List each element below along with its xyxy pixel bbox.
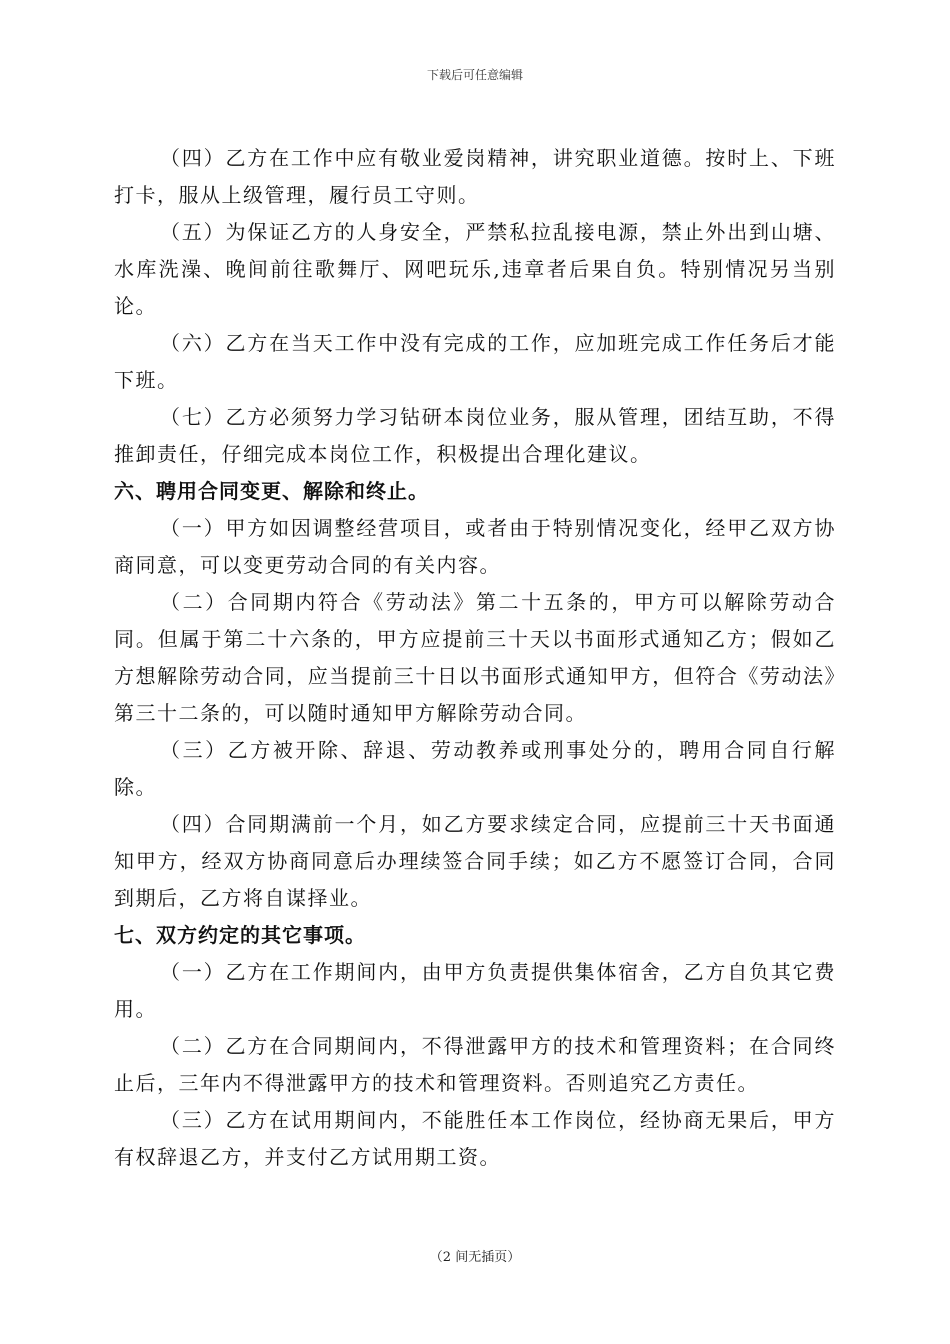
- clause-7-1: （一）乙方在工作期间内，由甲方负责提供集体宿舍，乙方自负其它费用。: [114, 960, 836, 1021]
- clause-6-3: （三）乙方被开除、辞退、劳动教养或刑事处分的，聘用合同自行解除。: [114, 738, 836, 799]
- clause-6-2: （二）合同期内符合《劳动法》第二十五条的，甲方可以解除劳动合同。但属于第二十六条的，甲方应提前三十天以书面形式通知乙方；假如乙方想解除劳动合同，应当提前三十日以书面形式通知甲方，但符合《劳动法》第三十二条的，可以随时通知甲方解除劳动合同。: [114, 590, 836, 725]
- clause-7-3: （三）乙方在试用期间内，不能胜任本工作岗位，经协商无果后，甲方有权辞退乙方，并支付乙方试用期工资。: [114, 1108, 836, 1169]
- clause-6-4: （四）合同期满前一个月，如乙方要求续定合同，应提前三十天书面通知甲方，经双方协商同意后办理续签合同手续；如乙方不愿签订合同，合同到期后，乙方将自谋择业。: [114, 812, 836, 910]
- paragraph-7: （七）乙方必须努力学习钻研本岗位业务，服从管理，团结互助，不得推卸责任，仔细完成本岗位工作，积极提出合理化建议。: [114, 405, 836, 466]
- page-header: 下载后可任意编辑: [426, 68, 523, 82]
- page-footer: （2 间无插页）: [429, 1250, 521, 1265]
- paragraph-5: （五）为保证乙方的人身安全，严禁私拉乱接电源，禁止外出到山塘、水库洗澡、晚间前往歌舞厅、网吧玩乐,违章者后果自负。特别情况另当别论。: [114, 220, 836, 318]
- clause-7-2: （二）乙方在合同期间内，不得泄露甲方的技术和管理资料；在合同终止后，三年内不得泄露甲方的技术和管理资料。否则追究乙方责任。: [114, 1034, 836, 1095]
- clause-6-1: （一）甲方如因调整经营项目，或者由于特别情况变化，经甲乙双方协商同意，可以变更劳动合同的有关内容。: [114, 516, 836, 577]
- paragraph-4: （四）乙方在工作中应有敬业爱岗精神，讲究职业道德。按时上、下班打卡，服从上级管理，履行员工守则。: [114, 146, 836, 207]
- section-7-title: 七、双方约定的其它事项。: [114, 923, 366, 947]
- section-6-title: 六、聘用合同变更、解除和终止。: [114, 479, 429, 503]
- paragraph-6: （六）乙方在当天工作中没有完成的工作，应加班完成工作任务后才能下班。: [114, 331, 836, 392]
- document-body: [114, 140, 836, 1176]
